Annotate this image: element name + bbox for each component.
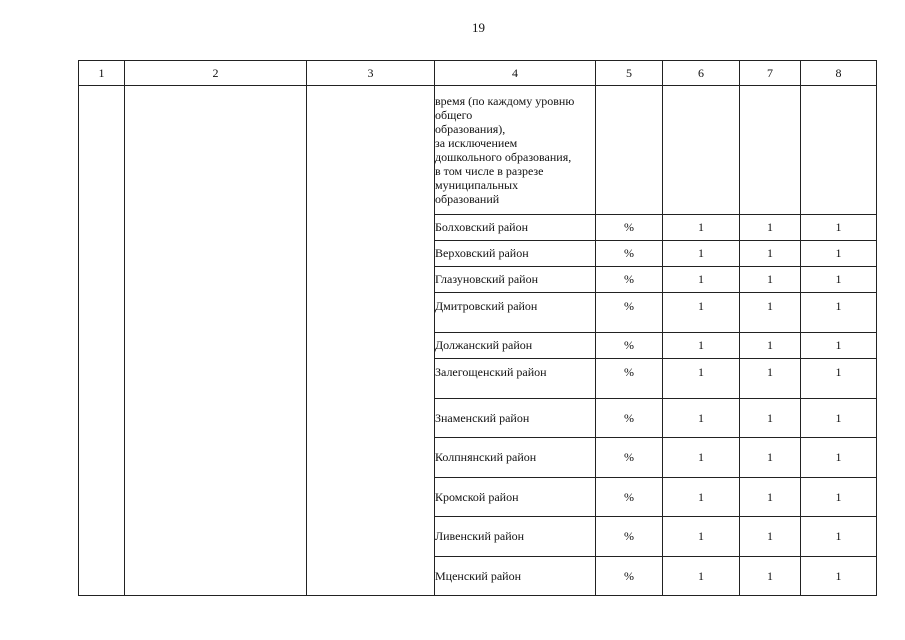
district-name: Колпнянский район <box>435 438 596 478</box>
unit-cell: % <box>596 359 663 399</box>
description-line: образований <box>435 192 500 206</box>
data-table <box>78 60 877 596</box>
description-line: в том числе в разрезе <box>435 164 544 178</box>
unit-cell: % <box>596 333 663 359</box>
description-line: за исключением <box>435 136 518 150</box>
indicator-description <box>435 86 596 215</box>
header-col-8: 8 <box>801 61 877 86</box>
header-col-3: 3 <box>307 61 435 86</box>
value-col-7: 1 <box>740 241 801 267</box>
value-col-8: 1 <box>801 478 877 517</box>
header-col-6: 6 <box>663 61 740 86</box>
district-name: Мценский район <box>435 557 596 596</box>
value-col-6: 1 <box>663 438 740 478</box>
unit-cell: % <box>596 399 663 438</box>
district-name: Кромской район <box>435 478 596 517</box>
empty-cell <box>663 86 740 215</box>
description-line: время (по каждому уровню <box>435 94 575 108</box>
district-name: Дмитровский район <box>435 293 596 333</box>
value-col-7: 1 <box>740 517 801 557</box>
header-col-7: 7 <box>740 61 801 86</box>
header-col-2: 2 <box>125 61 307 86</box>
value-col-6: 1 <box>663 215 740 241</box>
description-line: дошкольного образования, <box>435 150 572 164</box>
value-col-6: 1 <box>663 333 740 359</box>
value-col-8: 1 <box>801 267 877 293</box>
district-name: Глазуновский район <box>435 267 596 293</box>
value-col-7: 1 <box>740 215 801 241</box>
value-col-7: 1 <box>740 293 801 333</box>
district-name: Болховский район <box>435 215 596 241</box>
value-col-8: 1 <box>801 333 877 359</box>
value-col-7: 1 <box>740 557 801 596</box>
value-col-8: 1 <box>801 241 877 267</box>
unit-cell: % <box>596 241 663 267</box>
value-col-8: 1 <box>801 557 877 596</box>
description-row <box>79 86 877 215</box>
unit-cell: % <box>596 557 663 596</box>
description-line: образования), <box>435 122 506 136</box>
district-name: Должанский район <box>435 333 596 359</box>
header-col-1: 1 <box>79 61 125 86</box>
value-col-6: 1 <box>663 557 740 596</box>
value-col-8: 1 <box>801 293 877 333</box>
value-col-6: 1 <box>663 478 740 517</box>
merged-cell-col-2 <box>125 86 307 596</box>
empty-cell <box>801 86 877 215</box>
unit-cell: % <box>596 438 663 478</box>
value-col-8: 1 <box>801 517 877 557</box>
header-row <box>79 61 877 86</box>
value-col-6: 1 <box>663 267 740 293</box>
value-col-6: 1 <box>663 293 740 333</box>
value-col-7: 1 <box>740 399 801 438</box>
value-col-7: 1 <box>740 438 801 478</box>
district-name: Знаменский район <box>435 399 596 438</box>
value-col-6: 1 <box>663 359 740 399</box>
unit-cell: % <box>596 478 663 517</box>
merged-cell-col-3 <box>307 86 435 596</box>
page-number: 19 <box>472 20 485 35</box>
value-col-8: 1 <box>801 215 877 241</box>
description-line: муниципальных <box>435 178 519 192</box>
district-name: Ливенский район <box>435 517 596 557</box>
district-name: Залегощенский район <box>435 359 596 399</box>
header-col-5: 5 <box>596 61 663 86</box>
value-col-6: 1 <box>663 399 740 438</box>
value-col-6: 1 <box>663 241 740 267</box>
empty-cell <box>596 86 663 215</box>
unit-cell: % <box>596 293 663 333</box>
value-col-8: 1 <box>801 438 877 478</box>
header-col-4: 4 <box>435 61 596 86</box>
unit-cell: % <box>596 215 663 241</box>
value-col-8: 1 <box>801 359 877 399</box>
value-col-7: 1 <box>740 267 801 293</box>
value-col-7: 1 <box>740 359 801 399</box>
value-col-7: 1 <box>740 478 801 517</box>
district-name: Верховский район <box>435 241 596 267</box>
description-line: общего <box>435 108 473 122</box>
empty-cell <box>740 86 801 215</box>
value-col-7: 1 <box>740 333 801 359</box>
unit-cell: % <box>596 517 663 557</box>
unit-cell: % <box>596 267 663 293</box>
merged-cell-col-1 <box>79 86 125 596</box>
value-col-8: 1 <box>801 399 877 438</box>
value-col-6: 1 <box>663 517 740 557</box>
